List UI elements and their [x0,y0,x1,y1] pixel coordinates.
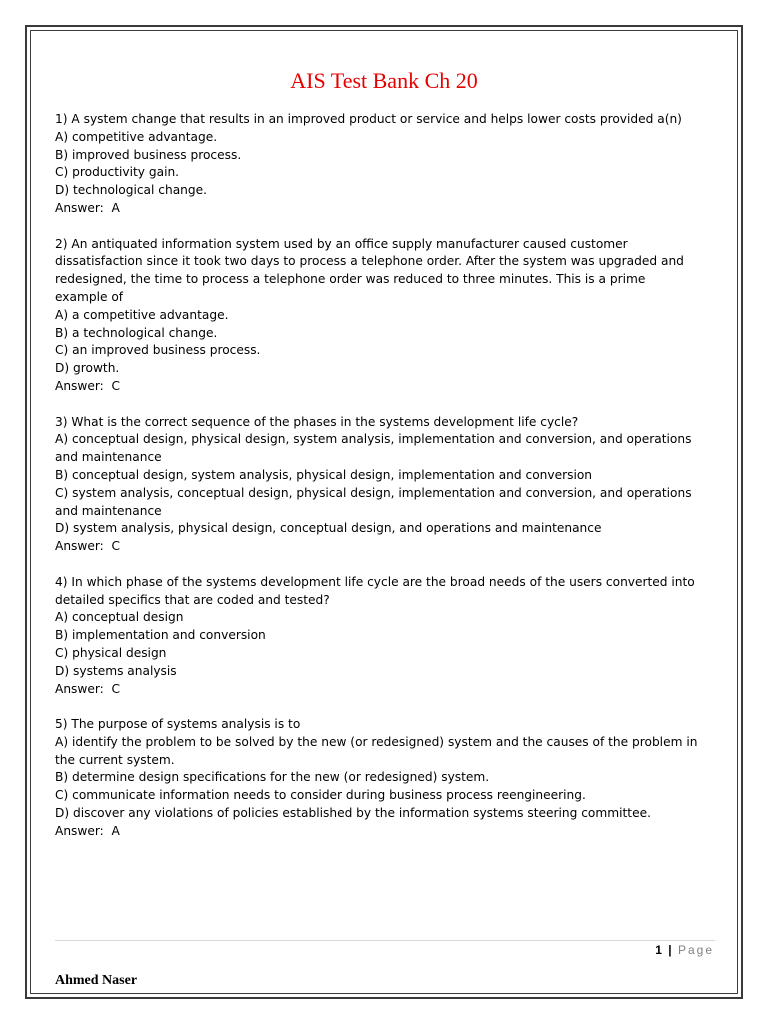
question-list [55,111,720,858]
option-c: C) productivity gain. [55,165,180,180]
option-d: D) system analysis, physical design, conceptual design, and operations and maintenance [55,521,602,536]
question-5 [55,716,720,841]
question-text: 2) An antiquated information system used by an office supply manufacturer caused customer [55,236,628,251]
question-text: detailed specifics that are coded and tested? [55,592,330,607]
question-text: 3) What is the correct sequence of the phases in the systems development life cycle? [55,414,579,429]
document-title: AIS Test Bank Ch 20 [290,68,478,93]
option-a: A) a competitive advantage. [55,307,229,322]
question-text: 5) The purpose of systems analysis is to [55,717,301,732]
option-a: the current system. [55,752,175,767]
option-b: B) determine design specifications for the new (or redesigned) system. [55,770,490,785]
answer: Answer: A [55,200,120,215]
option-c: C) system analysis, conceptual design, physical design, implementation and conversion, and operations [55,485,692,500]
answer: Answer: C [55,681,121,696]
answer: Answer: C [55,539,121,554]
option-c: and maintenance [55,503,162,518]
question-3 [55,414,720,556]
option-d: D) technological change. [55,183,208,198]
answer: Answer: A [55,823,120,838]
option-c: C) physical design [55,645,167,660]
option-d: D) growth. [55,361,120,376]
question-2 [55,236,720,396]
question-4 [55,574,720,699]
author-name: Ahmed Naser [55,973,138,988]
option-d: D) systems analysis [55,663,177,678]
option-d: D) discover any violations of policies established by the information systems steering committee. [55,806,651,821]
footer-divider [55,940,715,941]
question-text: dissatisfaction since it took two days to process a telephone order. After the system was upgraded and [55,254,684,269]
option-a: A) conceptual design, physical design, system analysis, implementation and conversion, and operations [55,432,692,447]
option-b: B) improved business process. [55,147,242,162]
question-text: 1) A system change that results in an improved product or service and helps lower costs provided a(n) [55,112,682,126]
page-number [655,943,714,957]
option-a: and maintenance [55,450,162,465]
option-b: B) conceptual design, system analysis, physical design, implementation and conversion [55,467,593,482]
question-text: 4) In which phase of the systems development life cycle are the broad needs of the users converted into [55,574,695,589]
page-number-label: Page [677,943,714,957]
page-number-separator: | [668,943,672,957]
option-a: A) competitive advantage. [55,129,218,144]
option-a: A) identify the problem to be solved by the new (or redesigned) system and the causes of the problem in [55,734,698,749]
answer: Answer: C [55,378,121,393]
option-b: B) a technological change. [55,325,218,340]
option-c: C) communicate information needs to consider during business process reengineering. [55,788,586,803]
question-text: redesigned, the time to process a telephone order was reduced to three minutes. This is a prime [55,272,646,287]
option-c: C) an improved business process. [55,343,261,358]
option-a: A) conceptual design [55,610,184,625]
question-1 [55,111,720,218]
option-b: B) implementation and conversion [55,628,266,643]
page-number-value: 1 [655,943,662,957]
question-text: example of [55,289,124,304]
